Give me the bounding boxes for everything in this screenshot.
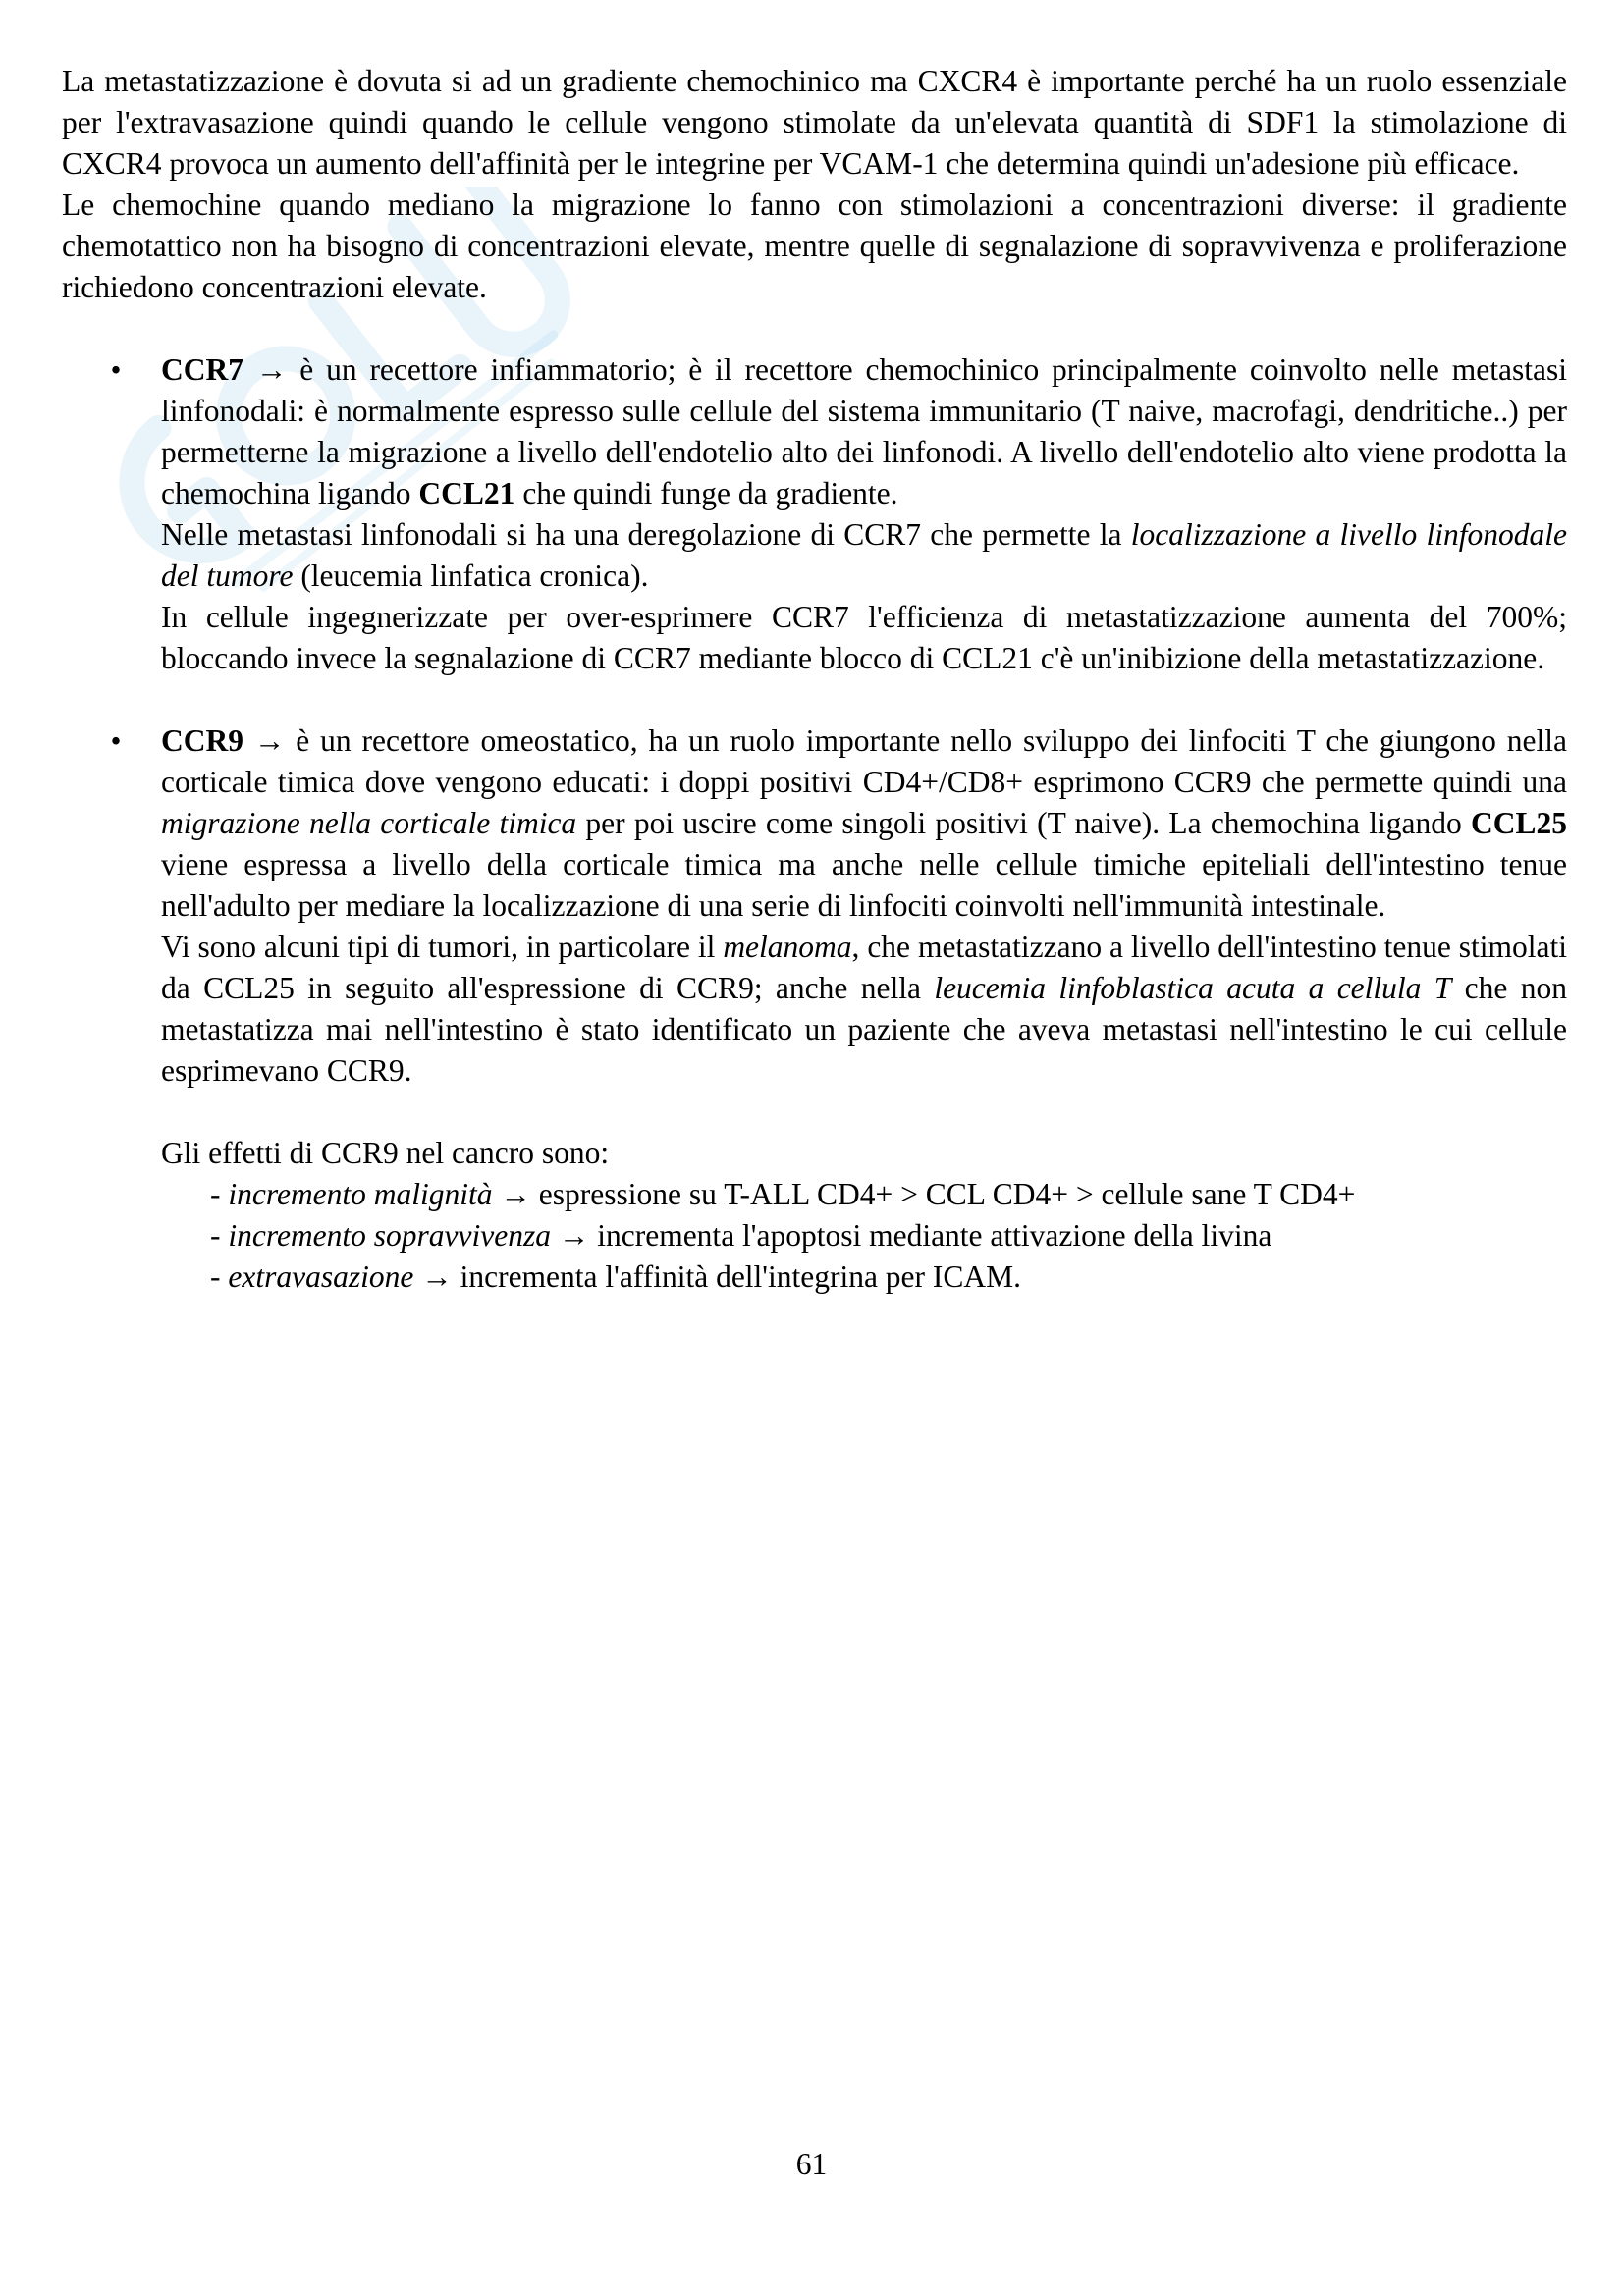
effects-heading: Gli effetti di CCR9 nel cancro sono:	[161, 1136, 610, 1170]
receptor-list	[62, 349, 1567, 1298]
effect-item-malignita: - incremento malignità → espressione su T-ALL CD4+ > CCL CD4+ > cellule sane T CD4+	[210, 1177, 1356, 1211]
bullet-icon: •	[110, 352, 122, 387]
intro-paragraph-1: La metastatizzazione è dovuta si ad un gradiente chemochinico ma CXCR4 è importante perché ha un ruolo essenziale per l'extravasazione quindi quando le cellule vengono stimolate da un'elevata quantità di SDF1 la stimolazione di CXCR4 provoca un aumento dell'affinità per le integrine per VCAM-1 che determina quindi un'adesione più efficace.	[62, 64, 1567, 181]
effect-item-extravasazione: - extravasazione → incrementa l'affinità dell'integrina per ICAM.	[210, 1259, 1022, 1294]
ccr7-paragraph-2: Nelle metastasi linfonodali si ha una deregolazione di CCR7 che permette la localizzazione a livello linfonodale del tumore (leucemia linfatica cronica).	[161, 517, 1568, 593]
ccr7-paragraph-1: CCR7 → è un recettore infiammatorio; è il recettore chemochinico principalmente coinvolto nelle metastasi linfonodali: è normalmente espresso sulle cellule del sistema immunitario (T naive, macrofagi, dendritiche..) per permetterne la migrazione a livello dell'endotelio alto dei linfonodi. A livello dell'endotelio alto viene prodotta la chemochina ligando CCL21 che quindi funge da gradiente.	[161, 352, 1567, 510]
ccr7-paragraph-3: In cellule ingegnerizzate per over-esprimere CCR7 l'efficienza di metastatizzazione aumenta del 700%; bloccando invece la segnalazione di CCR7 mediante blocco di CCL21 c'è un'inibizione della metastatizzazione.	[161, 600, 1567, 675]
ccr9-paragraph-1: CCR9 → è un recettore omeostatico, ha un ruolo importante nello sviluppo dei linfociti T che giungono nella corticale timica dove vengono educati: i doppi positivi CD4+/CD8+ esprimono CCR9 che permette quindi una migrazione nella corticale timica per poi uscire come singoli positivi (T naive). La chemochina ligando CCL25 viene espressa a livello della corticale timica ma anche nelle cellule timiche epiteliali dell'intestino tenue nell'adulto per mediare la localizzazione di una serie di linfociti coinvolti nell'immunità intestinale.	[161, 723, 1567, 923]
list-item-ccr7	[62, 349, 1567, 679]
list-item-ccr9	[62, 721, 1567, 1298]
intro-paragraph-2: Le chemochine quando mediano la migrazione lo fanno con stimolazioni a concentrazioni diverse: il gradiente chemotattico non ha bisogno di concentrazioni elevate, mentre quelle di segnalazione di sopravvivenza e proliferazione richiedono concentrazioni elevate.	[62, 187, 1567, 304]
page-number: 61	[795, 2147, 828, 2181]
ccl25-term: CCL25	[1470, 806, 1567, 840]
bullet-icon: •	[110, 723, 122, 758]
ccr9-paragraph-2: Vi sono alcuni tipi di tumori, in particolare il melanoma, che metastatizzano a livello dell'intestino tenue stimolati da CCL25 in seguito all'espressione di CCR9; anche nella leucemia linfoblastica acuta a cellula T che non metastatizza mai nell'intestino è stato identificato un paziente che aveva metastasi nell'intestino le cui cellule esprimevano CCR9.	[161, 930, 1567, 1088]
document-body	[62, 61, 1567, 1298]
effect-item-sopravvivenza: - incremento sopravvivenza → incrementa l'apoptosi mediante attivazione della livina	[210, 1218, 1272, 1253]
ccr9-term: CCR9	[161, 723, 243, 758]
ccl21-term: CCL21	[418, 476, 515, 510]
ccr7-term: CCR7	[161, 352, 243, 387]
